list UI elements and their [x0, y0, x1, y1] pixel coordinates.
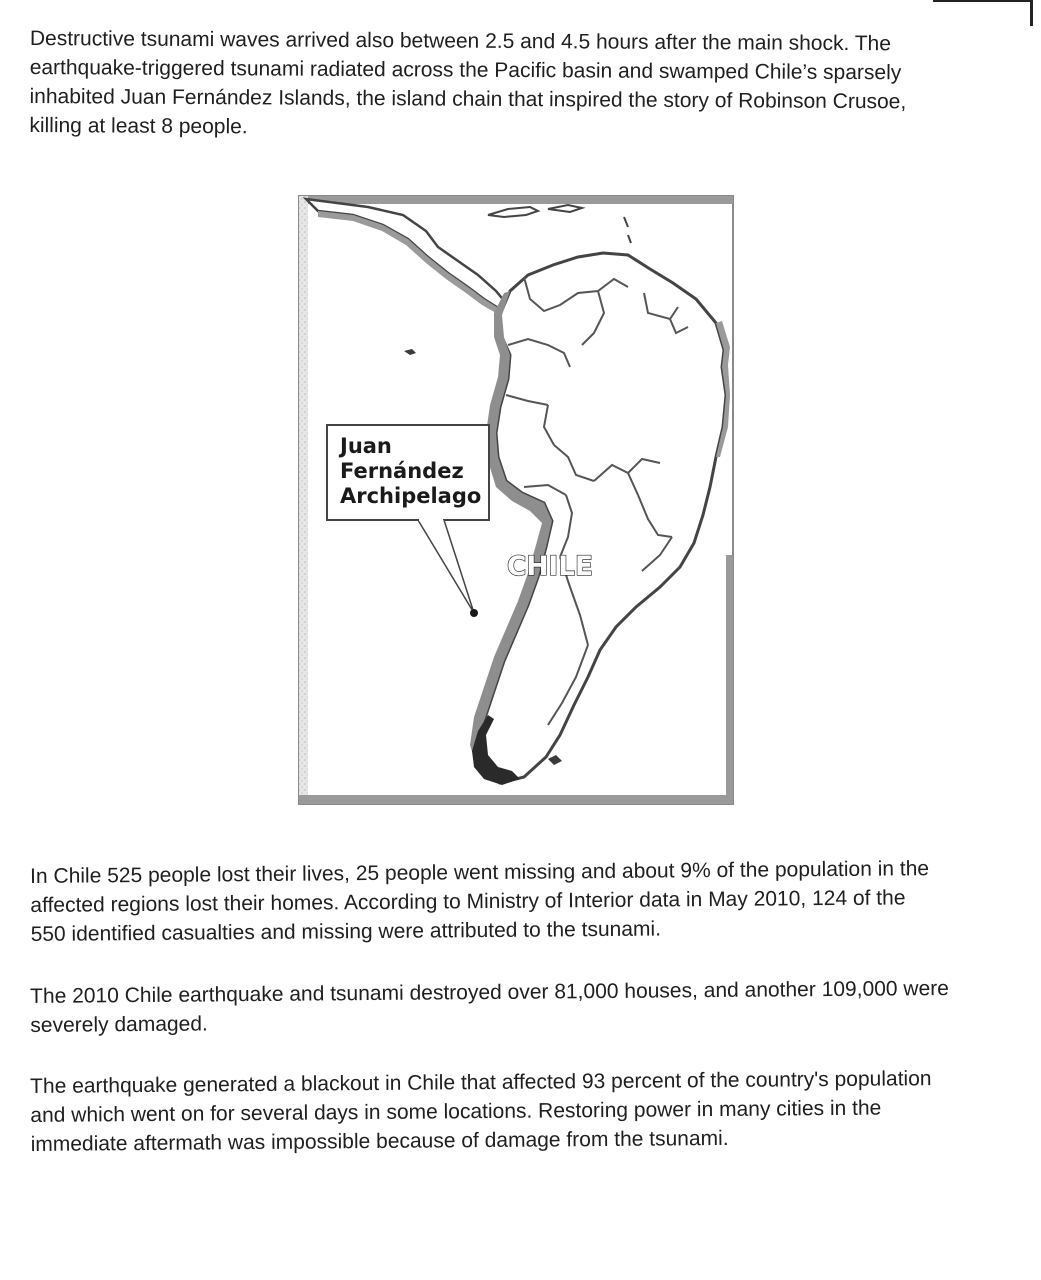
map-bottom-band: [299, 795, 733, 804]
map-top-band: [299, 196, 733, 204]
callout-label-line-1: Juan: [340, 434, 392, 458]
text-line: and which went on for several days in some locations. Restoring power in many cities in the: [30, 1096, 882, 1127]
paragraph-casualties: [30, 854, 930, 949]
text-line: affected regions lost their homes. According to Ministry of Interior data in May 2010, 124 of the: [30, 886, 906, 917]
callout-label-line-2: Fernández: [340, 459, 464, 483]
south-america-map: [298, 195, 734, 805]
text-line: Destructive tsunami waves arrived also between 2.5 and 4.5 hours after the main shock. The: [29, 26, 892, 56]
text-line: The 2010 Chile earthquake and tsunami destroyed over 81,000 houses, and another 109,000 were: [30, 976, 950, 1008]
juan-fernandez-location-dot: [470, 609, 478, 617]
text-line: killing at least 8 people.: [29, 113, 248, 139]
chile-country-label: CHILE: [507, 551, 593, 582]
text-line: The earthquake generated a blackout in Chile that affected 93 percent of the country's population: [30, 1067, 932, 1098]
text-line: earthquake-triggered tsunami radiated across the Pacific basin and swamped Chile’s sparsely: [29, 55, 902, 85]
text-line: 550 identified casualties and missing were attributed to the tsunami.: [30, 917, 662, 946]
text-line: immediate aftermath was impossible because of damage from the tsunami.: [30, 1126, 729, 1156]
text-line: inhabited Juan Fernández Islands, the island chain that inspired the story of Robinson Crusoe,: [29, 84, 907, 114]
text-line: severely damaged.: [30, 1012, 208, 1037]
paragraph-houses-destroyed: [30, 974, 949, 1040]
text-line: In Chile 525 people lost their lives, 25 people went missing and about 9% of the population in the: [30, 857, 930, 888]
paragraph-tsunami-arrival: [29, 24, 906, 145]
callout-label-line-3: Archipelago: [340, 484, 482, 508]
map-right-band: [726, 555, 733, 804]
map-left-band: [299, 196, 308, 804]
scan-corner-mark: [933, 0, 1033, 26]
paragraph-blackout: [30, 1064, 932, 1159]
